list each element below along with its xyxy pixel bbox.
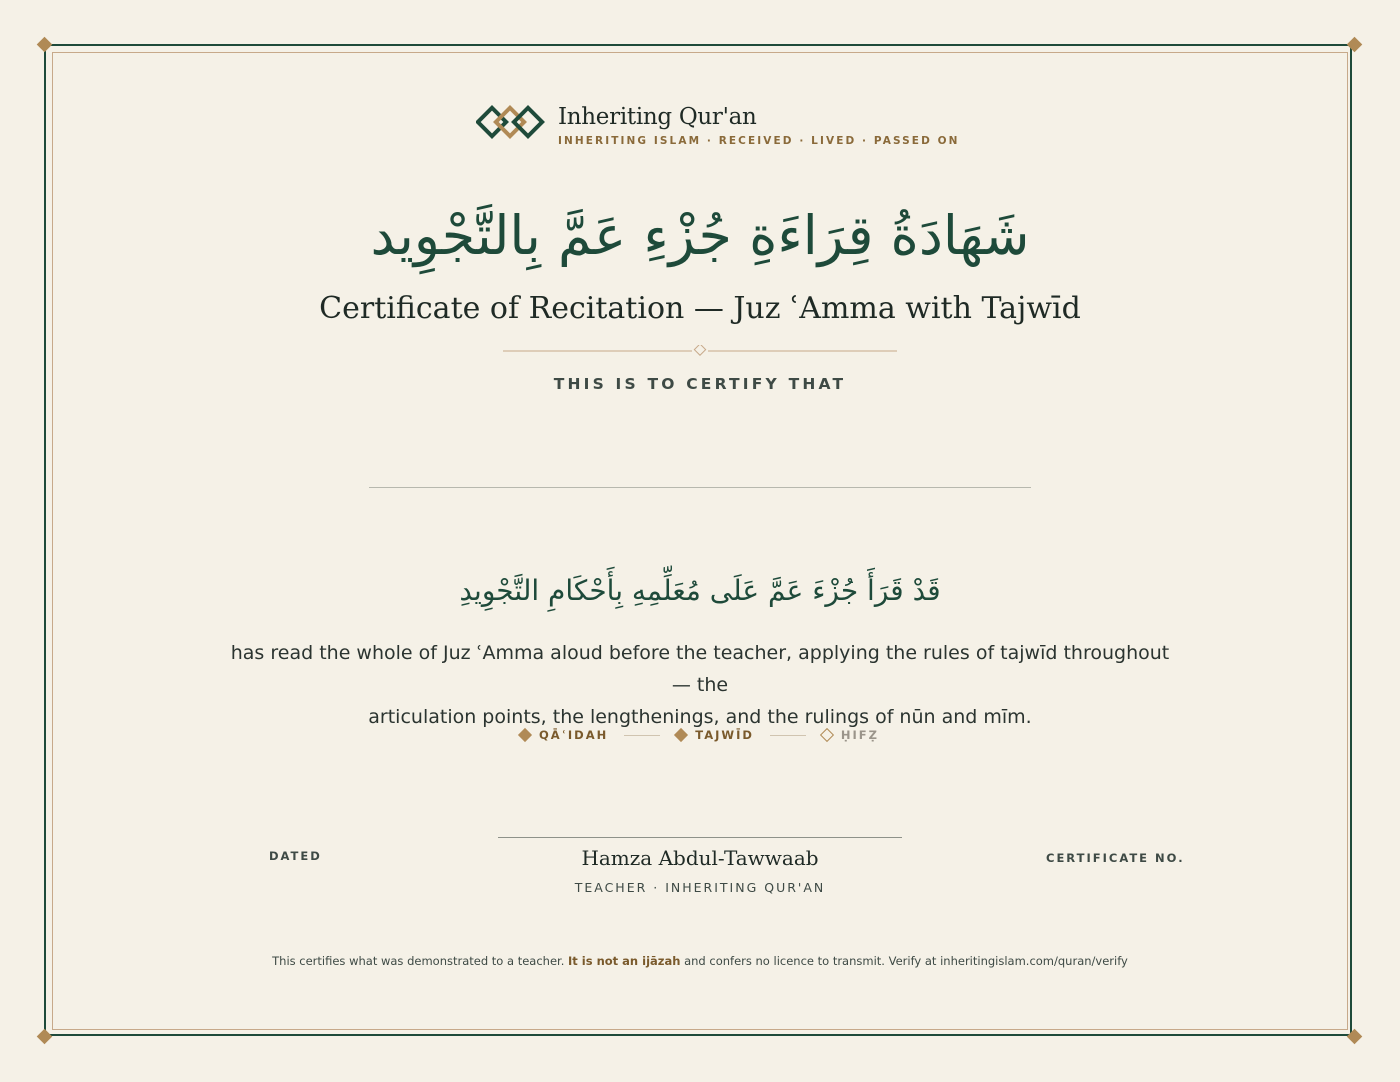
- certify-label: THIS IS TO CERTIFY THAT: [553, 375, 847, 393]
- arabic-title: شَهَادَةُ قِرَاءَةِ جُزْءِ عَمَّ بِالتَّجْوِيد: [370, 204, 1030, 267]
- certificate-title: Certificate of Recitation — Juz ʿAmma with Tajwīd: [319, 291, 1081, 326]
- interlocking-diamonds-logo-icon: [476, 104, 546, 144]
- disclaimer-text-before: This certifies what was demonstrated to a teacher.: [272, 954, 569, 968]
- certificate-statement: [230, 637, 1170, 733]
- stage-label: QĀʿIDAH: [539, 728, 609, 742]
- stage-tajwid: [676, 728, 754, 742]
- stage-connector: [624, 735, 660, 736]
- signatory-role: TEACHER · INHERITING QUR'AN: [574, 880, 826, 895]
- stage-connector: [770, 735, 806, 736]
- stage-label: TAJWĪD: [695, 728, 754, 742]
- diamond-filled-icon: [518, 728, 532, 742]
- certificate-number-label: CERTIFICATE NO.: [1046, 851, 1185, 865]
- disclaimer-emphasis: It is not an ijāzah: [568, 954, 681, 968]
- signature-line: [498, 837, 902, 838]
- brand-header: [476, 104, 960, 154]
- diamond-filled-icon: [674, 728, 688, 742]
- stage-label: ḤIFẒ: [840, 728, 879, 742]
- ornament-divider: [503, 345, 897, 357]
- statement-line-1: has read the whole of Juz ʿAmma aloud before the teacher, applying the rules of tajwīd throughout — the: [230, 642, 1170, 696]
- statement-line-2: articulation points, the lengthenings, and the rulings of nūn and mīm.: [368, 706, 1032, 728]
- arabic-statement: قَدْ قَرَأَ جُزْءَ عَمَّ عَلَى مُعَلِّمِهِ بِأَحْكَامِ التَّجْوِيدِ: [459, 574, 941, 607]
- stage-qaidah: [520, 728, 608, 742]
- disclaimer-text-after: and confers no licence to transmit. Verify at inheritingislam.com/quran/verify: [680, 954, 1128, 968]
- progress-stages: [520, 727, 880, 743]
- brand-tagline: INHERITING ISLAM · RECEIVED · LIVED · PASSED ON: [558, 135, 960, 147]
- recipient-name-line: [369, 487, 1031, 488]
- stage-hifz: [822, 728, 879, 742]
- brand-name: Inheriting Qur'an: [558, 104, 757, 130]
- disclaimer: [0, 954, 1400, 968]
- signatory-name: Hamza Abdul-Tawwaab: [581, 846, 819, 870]
- diamond-outline-icon: [820, 728, 834, 742]
- dated-label: DATED: [269, 849, 322, 863]
